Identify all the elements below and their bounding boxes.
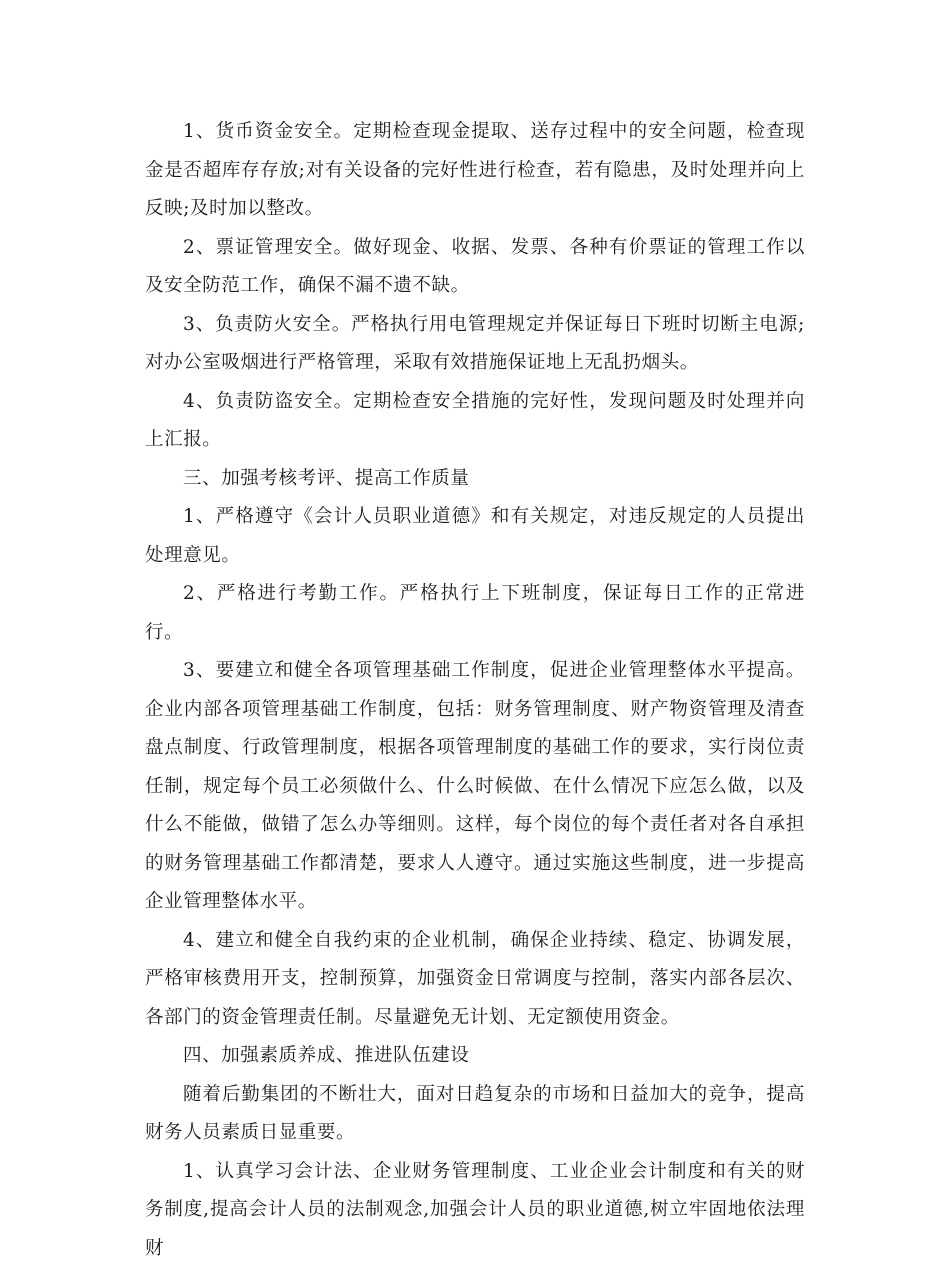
paragraph-currency-safety: 1、货币资金安全。定期检查现金提取、送存过程中的安全问题，检查现金是否超库存存放;对有关设备的完好性进行检查，若有隐患，及时处理并向上反映;及时加以整改。 bbox=[145, 113, 805, 229]
paragraph-attendance: 2、严格进行考勤工作。严格执行上下班制度，保证每日工作的正常进行。 bbox=[145, 575, 805, 652]
paragraph-theft-safety: 4、负责防盗安全。定期检查安全措施的完好性，发现问题及时处理并向上汇报。 bbox=[145, 383, 805, 460]
paragraph-self-discipline: 4、建立和健全自我约束的企业机制，确保企业持续、稳定、协调发展，严格审核费用开支，控制预算，加强资金日常调度与控制，落实内部各层次、各部门的资金管理责任制。尽量避免无计划、无定额使用资金。 bbox=[145, 922, 805, 1038]
paragraph-ethics: 1、严格遵守《会计人员职业道德》和有关规定，对违反规定的人员提出处理意见。 bbox=[145, 498, 805, 575]
document-body bbox=[145, 113, 805, 1268]
paragraph-management-system: 3、要建立和健全各项管理基础工作制度，促进企业管理整体水平提高。企业内部各项管理基础工作制度，包括：财务管理制度、财产物资管理及清查盘点制度、行政管理制度，根据各项管理制度的基础工作的要求，实行岗位责任制，规定每个员工必须做什么、什么时候做、在什么情况下应怎么做，以及什么不能做，做错了怎么办等细则。这样，每个岗位的每个责任者对各自承担的财务管理基础工作都清楚，要求人人遵守。通过实施这些制度，进一步提高企业管理整体水平。 bbox=[145, 652, 805, 922]
section-heading-assessment: 三、加强考核考评、提高工作质量 bbox=[145, 460, 805, 499]
section-heading-team-building: 四、加强素质养成、推进队伍建设 bbox=[145, 1037, 805, 1076]
paragraph-staff-quality: 随着后勤集团的不断壮大，面对日趋复杂的市场和日益加大的竞争，提高财务人员素质日显重要。 bbox=[145, 1076, 805, 1153]
paragraph-voucher-safety: 2、票证管理安全。做好现金、收据、发票、各种有价票证的管理工作以及安全防范工作，确保不漏不遗不缺。 bbox=[145, 229, 805, 306]
paragraph-fire-safety: 3、负责防火安全。严格执行用电管理规定并保证每日下班时切断主电源;对办公室吸烟进行严格管理，采取有效措施保证地上无乱扔烟头。 bbox=[145, 306, 805, 383]
paragraph-study-law: 1、认真学习会计法、企业财务管理制度、工业企业会计制度和有关的财务制度,提高会计人员的法制观念,加强会计人员的职业道德,树立牢固地依法理财 bbox=[145, 1153, 805, 1268]
